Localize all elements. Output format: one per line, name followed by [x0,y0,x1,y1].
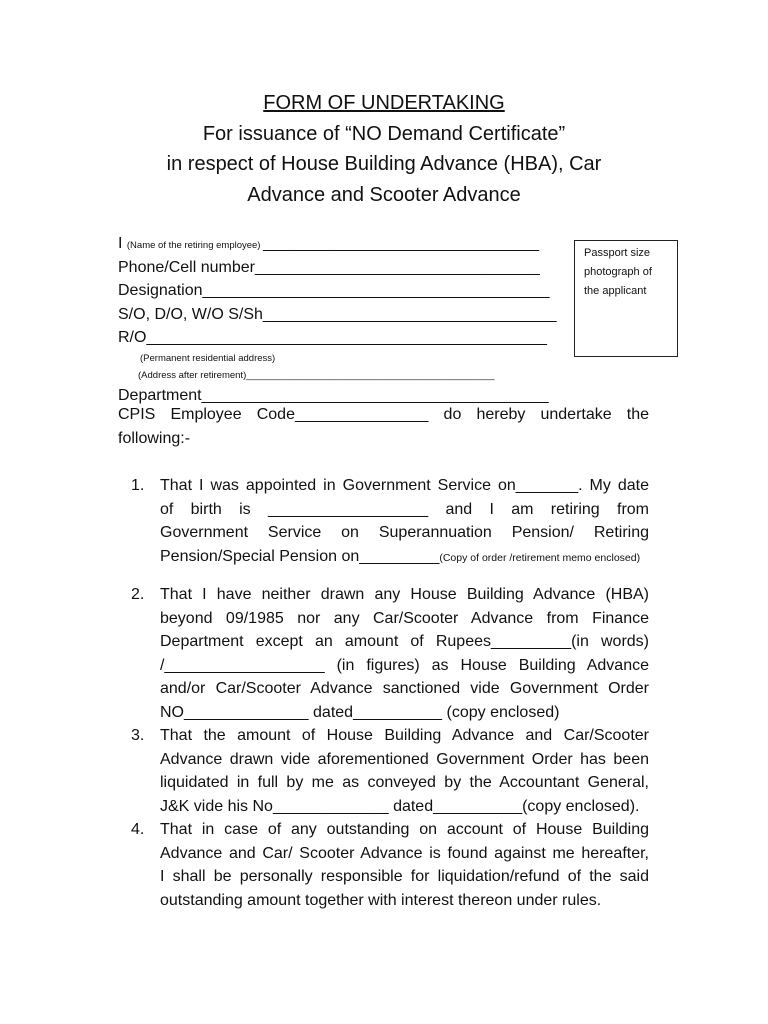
item-line: of birth is __________________ and I am retiring from [160,500,649,518]
photo-box-line-2: photograph of [584,266,652,278]
relation-field: S/O, D/O, W/O S/Sh_________________________________ [118,305,557,323]
item-last-line: NO______________ dated__________ (copy enclosed) [160,703,560,721]
name-prefix: I [118,235,127,252]
department-field: Department_______________________________________ [118,386,549,404]
cpis-employee-code-statement [118,403,649,450]
undertaking-item-4 [118,818,649,912]
passport-photo-box [574,240,678,357]
item-line: That the amount of House Building Advance and Car/Scooter [160,727,649,744]
item-line: /__________________ (in figures) as House Building Advance [160,656,649,674]
undertaking-list [118,474,649,912]
item-line: Government Service on Superannuation Pension/ Retiring [160,524,649,541]
item-number: 2. [131,586,145,603]
form-subtitle-line-1: For issuance of “NO Demand Certificate” [202,122,566,145]
address-after-retirement-field: (Address after retirement)_______________________________________________ [138,369,495,381]
photo-box-line-3: the applicant [584,285,647,297]
undertaking-item-3 [118,724,649,818]
photo-box-line-1: Passport size [584,247,651,259]
cpis-line-1: CPIS Employee Code_______________ do hereby undertake the [118,406,649,423]
item-line: That I was appointed in Government Service on_______. My date [160,477,649,494]
phone-field: Phone/Cell number________________________________ [118,258,540,276]
item-line: and/or Car/Scooter Advance sanctioned vide Government Order [160,680,649,697]
item-line: I shall be personally responsible for liquidation/refund of the said [160,868,649,885]
item-line: That I have neither drawn any House Building Advance (HBA) [160,586,649,603]
item-number: 3. [131,727,145,744]
form-title-block [0,88,768,210]
form-subtitle-line-3: Advance and Scooter Advance [247,183,521,206]
name-hint: (Name of the retiring employee) [126,240,264,251]
item-line: That in case of any outstanding on account of House Building [160,821,649,838]
item-line [160,545,649,571]
undertaking-item-1 [118,474,649,570]
item-line: liquidated in full by me as conveyed by the Accountant General, [160,774,649,791]
item-line: Advance drawn vide aforementioned Government Order has been [160,750,649,768]
item-last-line: Pension/Special Pension on_________ [160,547,440,565]
item-number: 4. [131,821,145,838]
item-number: 1. [131,477,145,494]
item-line: Advance and Car/ Scooter Advance is found against me hereafter, [160,844,649,862]
item-last-line: outstanding amount together with interest thereon under rules. [160,891,602,909]
designation-field: Designation_______________________________________ [118,282,550,299]
copy-order-note: (Copy of order /retirement memo enclosed) [439,551,641,564]
item-line: Department except an amount of Rupees_________(in words) [160,633,649,650]
cpis-line-2: following:- [118,429,191,447]
undertaking-item-2 [118,583,649,724]
name-blank: _______________________________ [263,235,539,252]
item-line: beyond 09/1985 nor any Car/Scooter Advance from Finance [160,609,649,627]
residence-field: R/O_____________________________________________ [118,329,547,346]
permanent-address-hint: (Permanent residential address) [140,352,276,364]
form-title: FORM OF UNDERTAKING [263,92,505,114]
form-subtitle-line-2: in respect of House Building Advance (HBA), Car [166,153,602,175]
item-last-line: J&K vide his No_____________ dated__________(copy enclosed). [160,797,640,815]
